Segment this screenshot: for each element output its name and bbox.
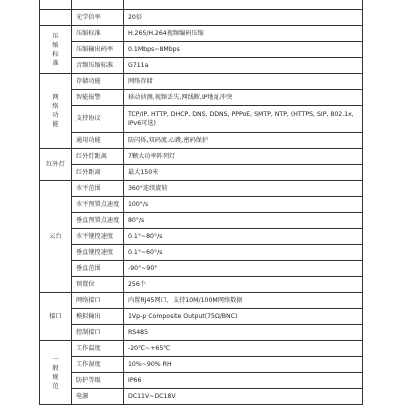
param-label: 垂直预置点速度 — [72, 213, 124, 229]
category-label: 红外灯 — [46, 161, 65, 168]
category-cell — [40, 10, 72, 26]
table-row — [40, 197, 363, 213]
param-label: 支持协议 — [72, 106, 124, 133]
table-row — [40, 373, 363, 389]
table-row — [40, 133, 363, 149]
table-row — [40, 245, 363, 261]
category-cell — [40, 293, 72, 341]
table-row — [40, 277, 363, 293]
param-label: 音频压缩标准 — [72, 58, 124, 74]
category-label: 压缩标准 — [52, 32, 59, 67]
table-row — [40, 74, 363, 90]
param-value: DC11V~DC18V — [124, 389, 363, 405]
table-row — [40, 26, 363, 42]
param-value: 20倍 — [124, 10, 363, 26]
param-label: 工作温度 — [72, 341, 124, 357]
table-row — [40, 213, 363, 229]
param-value: -90°~90° — [124, 261, 363, 277]
table-row — [40, 293, 363, 309]
param-value — [124, 0, 363, 10]
param-value: 7颗大功率阵列灯 — [124, 149, 363, 165]
table-row — [40, 149, 363, 165]
category-cell — [40, 0, 72, 10]
param-label: 通用功能 — [72, 133, 124, 149]
param-label: 红外灯距离 — [72, 149, 124, 165]
param-value: 0.1°~60°/s — [124, 245, 363, 261]
param-value: 10%~90% RH — [124, 357, 363, 373]
param-label: 红外距离 — [72, 165, 124, 181]
param-label: 电源 — [72, 389, 124, 405]
category-cell — [40, 149, 72, 181]
param-value: 360°连续旋转 — [124, 181, 363, 197]
param-label: 水平范围 — [72, 181, 124, 197]
param-label: 垂直范围 — [72, 261, 124, 277]
param-value: 80°/s — [124, 213, 363, 229]
param-label: 水平键控速度 — [72, 229, 124, 245]
param-value: RS485 — [124, 325, 363, 341]
param-value: 内置RJ45网口，支持10M/100M网络数据 — [124, 293, 363, 309]
param-value: 256个 — [124, 277, 363, 293]
table-row — [40, 42, 363, 58]
param-label: 工作湿度 — [72, 357, 124, 373]
category-cell — [40, 26, 72, 74]
table-row — [40, 325, 363, 341]
param-value: IP66 — [124, 373, 363, 389]
param-value: 0.1°~80°/s — [124, 229, 363, 245]
param-label: 智能报警 — [72, 90, 124, 106]
param-label: 光学倍率 — [72, 10, 124, 26]
param-value: 最大150米 — [124, 165, 363, 181]
table-row — [40, 229, 363, 245]
table-row — [40, 357, 363, 373]
param-label: 预置位 — [72, 277, 124, 293]
param-value: G711a — [124, 58, 363, 74]
table-row — [40, 261, 363, 277]
param-value: 防闪烁,双码流,心跳,密码保护 — [124, 133, 363, 149]
category-cell — [40, 74, 72, 149]
table-row — [40, 106, 363, 133]
param-label: 控制接口 — [72, 325, 124, 341]
param-label: 防护等级 — [72, 373, 124, 389]
table-row — [40, 58, 363, 74]
category-cell — [40, 181, 72, 293]
param-value: TCP/IP, HTTP, DHCP, DNS, DDNS, PPPoE, SMTP, NTP, (HTTPS, SIP, 802.1x, IPv6可选) — [124, 106, 363, 133]
param-label: 存储功能 — [72, 74, 124, 90]
param-value: 1Vp-p Composite Output(75Ω/BNC) — [124, 309, 363, 325]
param-value: 移动侦测,视频丢失,网线断,IP地址冲突 — [124, 90, 363, 106]
table-row — [40, 165, 363, 181]
param-value: 网络存储 — [124, 74, 363, 90]
spec-table — [39, 0, 363, 405]
table-row — [40, 389, 363, 405]
param-label: 压缩标准 — [72, 26, 124, 42]
table-row — [40, 10, 363, 26]
param-label — [72, 0, 124, 10]
param-value: -20℃~+65℃ — [124, 341, 363, 357]
category-label: 云台 — [49, 233, 62, 240]
table-row — [40, 90, 363, 106]
param-label: 网络接口 — [72, 293, 124, 309]
table-row — [40, 181, 363, 197]
param-label: 模拟输出 — [72, 309, 124, 325]
category-label: 一般规范 — [52, 355, 59, 390]
param-label: 水平预置点速度 — [72, 197, 124, 213]
param-value: 0.1Mbps~8Mbps — [124, 42, 363, 58]
category-label: 接口 — [49, 313, 62, 320]
param-label: 垂直键控速度 — [72, 245, 124, 261]
category-label: 网络功能 — [52, 94, 59, 128]
param-value: 100°/s — [124, 197, 363, 213]
table-row — [40, 341, 363, 357]
table-row — [40, 309, 363, 325]
category-cell — [40, 341, 72, 405]
param-label: 压缩输出码率 — [72, 42, 124, 58]
param-value: H.265/H.264视频编码压缩 — [124, 26, 363, 42]
table-row — [40, 0, 363, 10]
